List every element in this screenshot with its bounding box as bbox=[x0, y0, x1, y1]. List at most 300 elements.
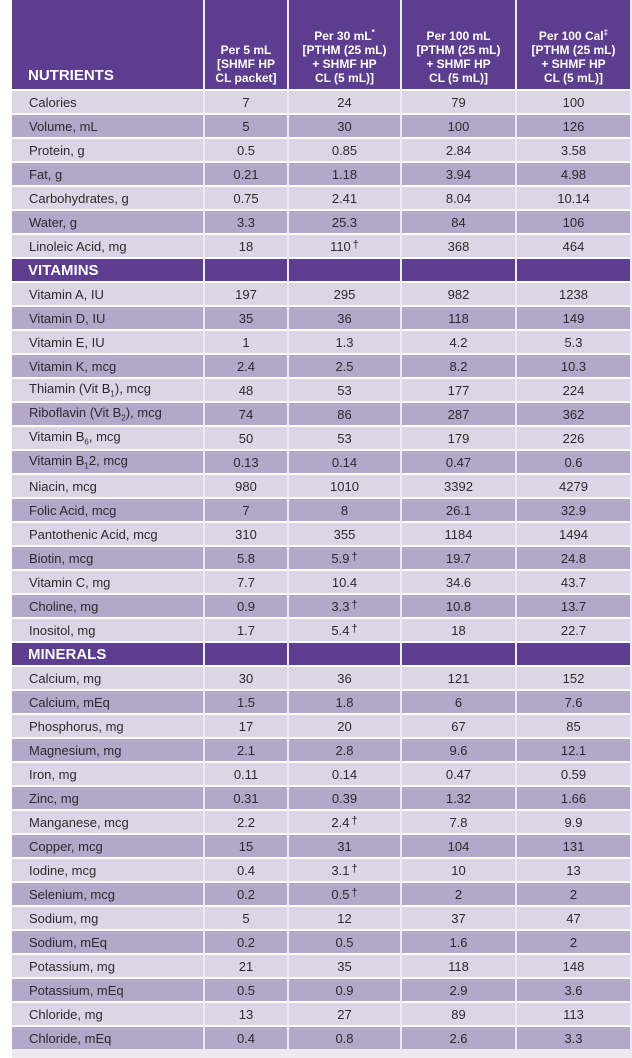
table-row bbox=[12, 905, 630, 929]
value-cell bbox=[205, 329, 287, 353]
value-cell bbox=[517, 113, 630, 137]
value-cell bbox=[402, 305, 515, 329]
value-cell bbox=[402, 161, 515, 185]
value-cell bbox=[402, 401, 515, 425]
table-row bbox=[12, 209, 630, 233]
nutrient-name: Selenium, mcg bbox=[12, 881, 203, 905]
value-cell bbox=[402, 977, 515, 1001]
table-row bbox=[12, 521, 630, 545]
table-row bbox=[12, 305, 630, 329]
value-cell bbox=[402, 857, 515, 881]
header-per-30ml: Per 30 mL* [PTHM (25 mL) + SHMF HP CL (5 mL)] bbox=[289, 0, 400, 89]
value-cell bbox=[517, 281, 630, 305]
value-cell bbox=[205, 377, 287, 401]
nutrient-name: Pantothenic Acid, mcg bbox=[12, 521, 203, 545]
value-cell bbox=[402, 113, 515, 137]
footnote-dagger: † bbox=[351, 622, 358, 635]
value-cell bbox=[517, 161, 630, 185]
table-row bbox=[12, 113, 630, 137]
value-text: 7.6 bbox=[564, 694, 583, 710]
value-cell bbox=[205, 689, 287, 713]
value-cell bbox=[205, 545, 287, 569]
nutrient-name: Vitamin $B_6$, mcg bbox=[12, 425, 203, 449]
value-cell bbox=[205, 305, 287, 329]
table-row bbox=[12, 545, 630, 569]
value-text: 106 bbox=[562, 214, 585, 230]
nutrient-name: Chloride, mEq bbox=[12, 1025, 203, 1049]
value-text: 131 bbox=[562, 838, 585, 854]
value-text: 53 bbox=[337, 382, 352, 398]
value-text: 4.98 bbox=[560, 166, 587, 182]
table-row bbox=[12, 569, 630, 593]
nutrient-name: Phosphorus, mg bbox=[12, 713, 203, 737]
value-cell bbox=[205, 1001, 287, 1025]
value-cell bbox=[517, 449, 630, 473]
value-text: 5.9 bbox=[331, 550, 350, 566]
value-text: 86 bbox=[337, 406, 352, 422]
value-text: 3.3 bbox=[564, 1030, 583, 1046]
value-text: 10.14 bbox=[557, 190, 590, 206]
table-row bbox=[12, 617, 630, 641]
value-cell bbox=[402, 449, 515, 473]
value-text: 0.5 bbox=[236, 982, 256, 998]
nutrient-name: Magnesium, mg bbox=[12, 737, 203, 761]
value-cell bbox=[402, 425, 515, 449]
value-cell bbox=[402, 593, 515, 617]
header-per-100cal: Per 100 Cal‡ [PTHM (25 mL) + SHMF HP CL (5 mL)] bbox=[517, 0, 630, 89]
value-cell bbox=[517, 1001, 630, 1025]
value-cell bbox=[289, 185, 400, 209]
value-cell bbox=[205, 353, 287, 377]
table-row bbox=[12, 425, 630, 449]
value-text: 179 bbox=[447, 430, 470, 446]
value-text: 53 bbox=[337, 430, 352, 446]
value-text: 0.9 bbox=[236, 598, 256, 614]
value-text: 1184 bbox=[444, 526, 473, 542]
table-row bbox=[12, 161, 630, 185]
footnote-dagger: † bbox=[351, 598, 358, 611]
value-text: 31 bbox=[337, 838, 352, 854]
value-cell bbox=[289, 593, 400, 617]
value-cell bbox=[402, 953, 515, 977]
value-text: 30 bbox=[337, 118, 352, 134]
value-text: 3.1 bbox=[331, 862, 350, 878]
value-cell bbox=[517, 377, 630, 401]
value-cell bbox=[289, 929, 400, 953]
value-text: 0.31 bbox=[233, 790, 259, 806]
value-text: 18 bbox=[451, 622, 466, 638]
table-row bbox=[12, 353, 630, 377]
value-text: 1.8 bbox=[335, 694, 354, 710]
value-cell bbox=[205, 209, 287, 233]
value-cell bbox=[289, 737, 400, 761]
value-cell bbox=[289, 425, 400, 449]
value-cell bbox=[517, 593, 630, 617]
nutrient-name: Thiamin (Vit $B_1$), mcg bbox=[12, 377, 203, 401]
value-cell bbox=[205, 281, 287, 305]
value-text: 84 bbox=[451, 214, 466, 230]
value-text: 1.32 bbox=[445, 790, 472, 806]
header-per-5ml: Per 5 mL [SHMF HP CL packet] bbox=[205, 0, 287, 89]
value-text: 126 bbox=[562, 118, 585, 134]
value-cell bbox=[205, 521, 287, 545]
nutrient-name: Manganese, mcg bbox=[12, 809, 203, 833]
value-text: 30 bbox=[238, 670, 254, 686]
value-text: 3.58 bbox=[560, 142, 587, 158]
footnote-dagger: † bbox=[351, 550, 358, 563]
value-text: 464 bbox=[562, 238, 585, 254]
value-text: 0.85 bbox=[331, 142, 358, 158]
value-text: 0.11 bbox=[233, 766, 259, 782]
value-text: 4.2 bbox=[449, 334, 468, 350]
nutrient-name: Vitamin A, IU bbox=[12, 281, 203, 305]
nutrient-name: Water, g bbox=[12, 209, 203, 233]
value-cell bbox=[402, 377, 515, 401]
header-per-100ml: Per 100 mL [PTHM (25 mL) + SHMF HP CL (5 mL)] bbox=[402, 0, 515, 89]
value-cell bbox=[517, 833, 630, 857]
value-text: 21 bbox=[238, 958, 254, 974]
value-text: 12 bbox=[337, 910, 352, 926]
value-text: 3.3 bbox=[331, 598, 350, 614]
value-text: 100 bbox=[562, 94, 585, 110]
footnote-dagger: † bbox=[351, 862, 358, 875]
value-cell bbox=[289, 233, 400, 257]
value-text: 368 bbox=[447, 238, 470, 254]
value-text: 10.8 bbox=[445, 598, 472, 614]
value-cell bbox=[517, 401, 630, 425]
value-text: 24 bbox=[337, 94, 352, 110]
value-cell bbox=[205, 785, 287, 809]
nutrient-name: Choline, mg bbox=[12, 593, 203, 617]
table-row bbox=[12, 185, 630, 209]
value-cell bbox=[205, 233, 287, 257]
value-text: 36 bbox=[337, 310, 352, 326]
value-text: 152 bbox=[562, 670, 585, 686]
value-cell bbox=[402, 233, 515, 257]
table-row bbox=[12, 377, 630, 401]
value-text: 35 bbox=[238, 310, 254, 326]
nutrient-name: Sodium, mEq bbox=[12, 929, 203, 953]
value-text: 79 bbox=[451, 94, 466, 110]
table-row bbox=[12, 665, 630, 689]
value-cell bbox=[289, 689, 400, 713]
value-text: 2.1 bbox=[236, 742, 256, 758]
nutrient-name: Potassium, mg bbox=[12, 953, 203, 977]
value-text: 8.04 bbox=[445, 190, 472, 206]
value-cell bbox=[205, 857, 287, 881]
nutrient-name: Iron, mg bbox=[12, 761, 203, 785]
value-text: 118 bbox=[448, 310, 469, 326]
nutrient-name: Vitamin K, mcg bbox=[12, 353, 203, 377]
value-text: 7.7 bbox=[236, 574, 256, 590]
value-text: 9.6 bbox=[449, 742, 468, 758]
table-row bbox=[12, 929, 630, 953]
value-cell bbox=[205, 665, 287, 689]
table-row bbox=[12, 953, 630, 977]
value-text: 0.14 bbox=[331, 454, 358, 470]
value-cell bbox=[205, 137, 287, 161]
value-text: 1.66 bbox=[560, 790, 587, 806]
value-text: 110 bbox=[330, 238, 351, 254]
value-text: 1.7 bbox=[236, 622, 256, 638]
value-text: 2 bbox=[454, 886, 463, 902]
value-cell bbox=[517, 425, 630, 449]
table-row bbox=[12, 137, 630, 161]
value-text: 2.41 bbox=[331, 190, 358, 206]
value-cell bbox=[289, 1001, 400, 1025]
value-text: 100 bbox=[447, 118, 470, 134]
value-text: 0.5 bbox=[236, 142, 256, 158]
value-text: 25.3 bbox=[331, 214, 358, 230]
value-text: 8.2 bbox=[449, 358, 468, 374]
value-cell bbox=[402, 809, 515, 833]
value-text: 22.7 bbox=[560, 622, 587, 638]
value-cell bbox=[205, 449, 287, 473]
value-cell bbox=[402, 929, 515, 953]
value-cell bbox=[517, 569, 630, 593]
value-text: 0.39 bbox=[331, 790, 358, 806]
value-cell bbox=[402, 1025, 515, 1049]
value-cell bbox=[289, 449, 400, 473]
value-text: 85 bbox=[566, 718, 581, 734]
value-text: 148 bbox=[562, 958, 585, 974]
value-text: 1494 bbox=[559, 526, 588, 542]
value-cell bbox=[517, 497, 630, 521]
value-text: 7 bbox=[242, 502, 250, 518]
value-text: 67 bbox=[451, 718, 466, 734]
nutrient-name: Biotin, mcg bbox=[12, 545, 203, 569]
value-cell bbox=[289, 569, 400, 593]
value-text: 3.3 bbox=[236, 214, 256, 230]
value-text: 104 bbox=[447, 838, 470, 854]
value-cell bbox=[289, 545, 400, 569]
nutrient-name: Vitamin $B_12$, mcg bbox=[12, 449, 203, 473]
value-text: 12.1 bbox=[560, 742, 587, 758]
value-cell bbox=[205, 425, 287, 449]
value-cell bbox=[289, 377, 400, 401]
table-row bbox=[12, 737, 630, 761]
nutrient-name: Folic Acid, mcg bbox=[12, 497, 203, 521]
value-text: 287 bbox=[447, 406, 470, 422]
nutrient-table-panel bbox=[12, 0, 632, 1058]
value-cell bbox=[402, 473, 515, 497]
nutrient-name: Carbohydrates, g bbox=[12, 185, 203, 209]
value-cell bbox=[289, 833, 400, 857]
value-cell bbox=[402, 281, 515, 305]
value-cell bbox=[205, 881, 287, 905]
value-cell bbox=[289, 809, 400, 833]
value-cell bbox=[517, 785, 630, 809]
value-text: 0.5 bbox=[335, 934, 354, 950]
value-text: 36 bbox=[337, 670, 352, 686]
value-cell bbox=[289, 353, 400, 377]
value-cell bbox=[517, 209, 630, 233]
value-text: 20 bbox=[337, 718, 352, 734]
value-text: 224 bbox=[562, 382, 585, 398]
value-text: 35 bbox=[337, 958, 352, 974]
value-cell bbox=[402, 665, 515, 689]
value-text: 0.2 bbox=[236, 886, 256, 902]
value-cell bbox=[289, 161, 400, 185]
table-row bbox=[12, 401, 630, 425]
value-cell bbox=[205, 161, 287, 185]
table-row bbox=[12, 593, 630, 617]
value-text: 9.9 bbox=[564, 814, 583, 830]
value-cell bbox=[289, 857, 400, 881]
value-cell bbox=[289, 953, 400, 977]
nutrient-name: Vitamin D, IU bbox=[12, 305, 203, 329]
section-spacer-cell bbox=[402, 257, 515, 281]
value-cell bbox=[402, 617, 515, 641]
value-text: 982 bbox=[447, 286, 470, 302]
value-cell bbox=[402, 905, 515, 929]
value-text: 1.18 bbox=[331, 166, 358, 182]
value-cell bbox=[402, 545, 515, 569]
value-cell bbox=[517, 329, 630, 353]
value-cell bbox=[517, 1025, 630, 1049]
footnote-dagger: † bbox=[352, 238, 359, 251]
value-cell bbox=[517, 185, 630, 209]
value-text: 2.4 bbox=[331, 814, 350, 830]
value-text: 13 bbox=[238, 1006, 254, 1022]
value-text: 3.94 bbox=[445, 166, 472, 182]
section-spacer-cell bbox=[205, 641, 287, 665]
value-cell bbox=[205, 761, 287, 785]
table-row bbox=[12, 977, 630, 1001]
value-text: 1 bbox=[242, 334, 250, 350]
value-cell bbox=[289, 209, 400, 233]
value-text: 1238 bbox=[559, 286, 588, 302]
value-text: 18 bbox=[238, 238, 254, 254]
value-text: 4279 bbox=[559, 478, 588, 494]
value-cell bbox=[289, 401, 400, 425]
value-text: 2.5 bbox=[335, 358, 354, 374]
value-cell bbox=[289, 473, 400, 497]
value-text: 47 bbox=[566, 910, 581, 926]
value-cell bbox=[402, 689, 515, 713]
nutrient-name: Calcium, mg bbox=[12, 665, 203, 689]
nutrient-name: Zinc, mg bbox=[12, 785, 203, 809]
value-text: 13 bbox=[566, 862, 581, 878]
value-cell bbox=[289, 977, 400, 1001]
value-text: 50 bbox=[238, 430, 254, 446]
value-cell bbox=[205, 809, 287, 833]
value-text: 7 bbox=[242, 94, 250, 110]
header-row bbox=[12, 0, 630, 89]
value-cell bbox=[517, 905, 630, 929]
value-text: 2 bbox=[569, 934, 578, 950]
value-text: 0.13 bbox=[233, 454, 259, 470]
value-cell bbox=[205, 473, 287, 497]
table-row bbox=[12, 449, 630, 473]
value-text: 15 bbox=[238, 838, 254, 854]
nutrient-name: Sodium, mg bbox=[12, 905, 203, 929]
value-text: 0.59 bbox=[560, 766, 587, 782]
value-text: 0.14 bbox=[331, 766, 358, 782]
value-cell bbox=[402, 137, 515, 161]
section-header bbox=[12, 257, 630, 281]
table-row bbox=[12, 881, 630, 905]
nutrient-name: Protein, g bbox=[12, 137, 203, 161]
nutrient-name: Calories bbox=[12, 89, 203, 113]
value-text: 5.8 bbox=[236, 550, 256, 566]
value-cell bbox=[402, 785, 515, 809]
value-text: 118 bbox=[448, 958, 469, 974]
value-cell bbox=[517, 689, 630, 713]
value-text: 5.3 bbox=[564, 334, 583, 350]
value-cell bbox=[517, 737, 630, 761]
value-text: 0.9 bbox=[335, 982, 354, 998]
nutrient-name: Iodine, mcg bbox=[12, 857, 203, 881]
value-text: 1.5 bbox=[236, 694, 256, 710]
value-cell bbox=[205, 953, 287, 977]
value-cell bbox=[205, 1025, 287, 1049]
value-text: 113 bbox=[563, 1006, 584, 1022]
footnote-dagger: † bbox=[351, 886, 358, 899]
value-text: 17 bbox=[238, 718, 254, 734]
table-row bbox=[12, 329, 630, 353]
table-row bbox=[12, 857, 630, 881]
value-cell bbox=[517, 305, 630, 329]
value-cell bbox=[205, 497, 287, 521]
footnote-dagger: † bbox=[351, 814, 358, 827]
nutrient-name: Copper, mcg bbox=[12, 833, 203, 857]
value-text: 226 bbox=[562, 430, 585, 446]
value-cell bbox=[517, 353, 630, 377]
value-cell bbox=[517, 665, 630, 689]
value-cell bbox=[517, 521, 630, 545]
table-row bbox=[12, 473, 630, 497]
value-cell bbox=[402, 353, 515, 377]
value-text: 43.7 bbox=[560, 574, 587, 590]
value-cell bbox=[517, 233, 630, 257]
table-row bbox=[12, 761, 630, 785]
value-cell bbox=[205, 185, 287, 209]
value-text: 2.8 bbox=[335, 742, 354, 758]
value-cell bbox=[205, 401, 287, 425]
value-cell bbox=[517, 857, 630, 881]
table-row bbox=[12, 785, 630, 809]
section-spacer-cell bbox=[289, 257, 400, 281]
section-spacer-cell bbox=[402, 641, 515, 665]
value-cell bbox=[289, 905, 400, 929]
value-cell bbox=[402, 881, 515, 905]
value-cell bbox=[205, 905, 287, 929]
value-text: 177 bbox=[447, 382, 470, 398]
nutrient-name: Linoleic Acid, mg bbox=[12, 233, 203, 257]
nutrient-name: Vitamin E, IU bbox=[12, 329, 203, 353]
nutrient-name: Inositol, mg bbox=[12, 617, 203, 641]
value-cell bbox=[402, 833, 515, 857]
section-spacer-cell bbox=[517, 257, 630, 281]
value-text: 0.8 bbox=[335, 1030, 354, 1046]
value-text: 2.84 bbox=[445, 142, 472, 158]
value-text: 980 bbox=[235, 478, 257, 494]
nutrient-name: Riboflavin (Vit $B_2$), mcg bbox=[12, 401, 203, 425]
value-cell bbox=[402, 329, 515, 353]
value-text: 34.6 bbox=[445, 574, 472, 590]
value-text: 295 bbox=[333, 286, 356, 302]
value-text: 8 bbox=[340, 502, 349, 518]
nutrient-name: Potassium, mEq bbox=[12, 977, 203, 1001]
value-cell bbox=[205, 617, 287, 641]
table-row bbox=[12, 1001, 630, 1025]
value-cell bbox=[517, 977, 630, 1001]
value-cell bbox=[402, 185, 515, 209]
nutrient-name: Fat, g bbox=[12, 161, 203, 185]
value-text: 0.5 bbox=[331, 886, 350, 902]
value-text: 362 bbox=[562, 406, 585, 422]
